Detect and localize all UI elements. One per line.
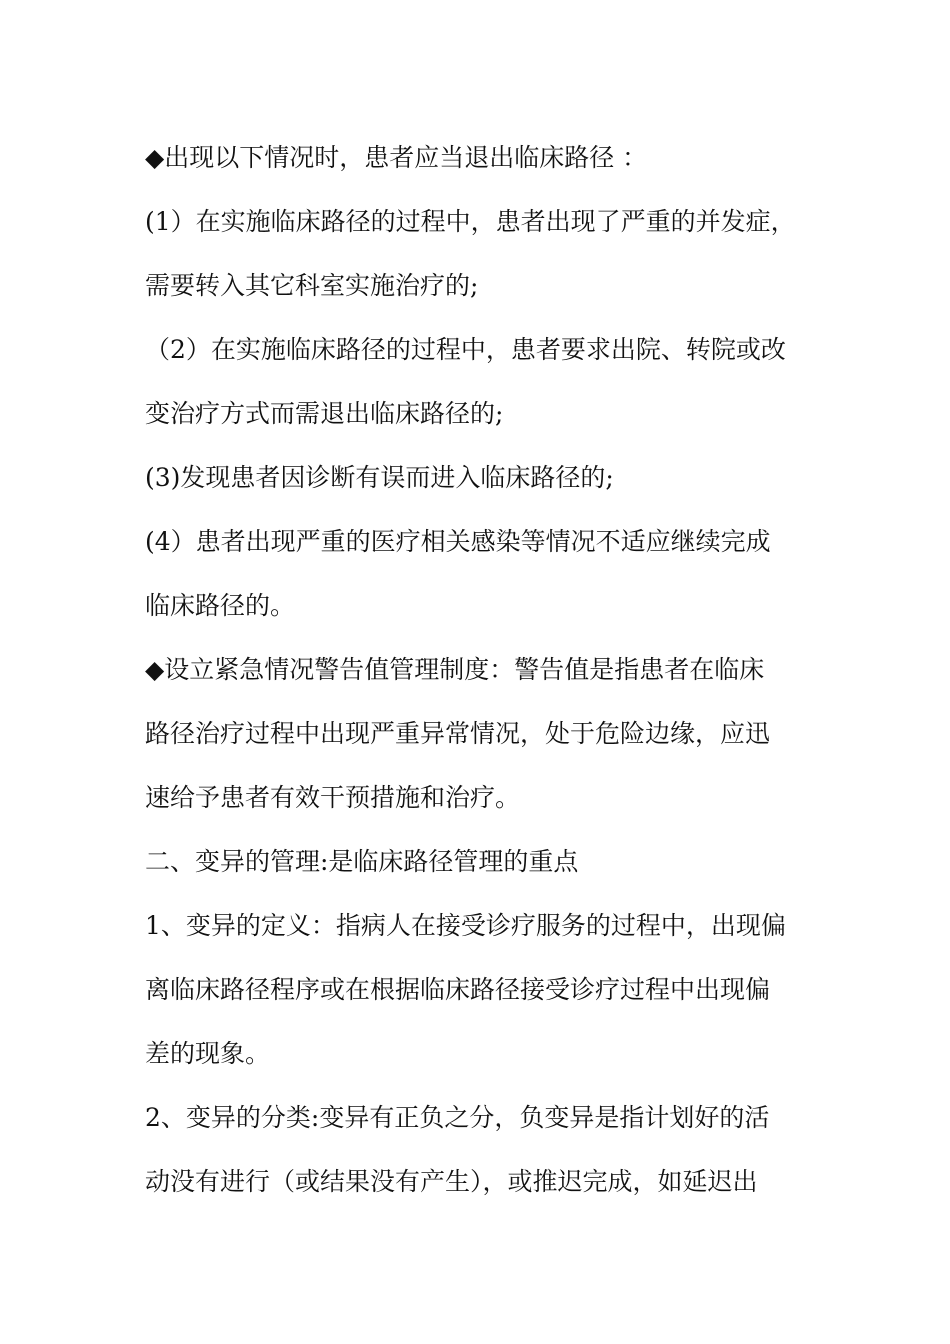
paragraph-exit-condition-1 (145, 190, 835, 318)
paragraph-warning-value-system (145, 638, 835, 830)
paragraph-exit-condition-4 (145, 510, 835, 638)
text-line: 离临床路径程序或在根据临床路径接受诊疗过程中出现偏 (145, 975, 771, 1004)
paragraph-exit-condition-2 (145, 318, 835, 446)
paragraph-variation-classification (145, 1086, 835, 1214)
section-heading-variation-management (145, 830, 835, 894)
text-line: 动没有进行（或结果没有产生），或推迟完成，如延迟出 (145, 1167, 758, 1196)
text-line: 路径治疗过程中出现严重异常情况，处于危险边缘，应迅 (145, 719, 771, 748)
text-line: 变治疗方式而需退出临床路径的; (145, 399, 504, 428)
text-line: ◆出现以下情况时，患者应当退出临床路径 ： (145, 143, 648, 172)
paragraph-exit-condition-3 (145, 446, 835, 510)
document-body (145, 126, 835, 1214)
paragraph-variation-definition (145, 894, 835, 1086)
text-line: 差的现象。 (145, 1039, 271, 1068)
text-line: 需要转入其它科室实施治疗的; (145, 271, 479, 300)
text-line: (1）在实施临床路径的过程中，患者出现了严重的并发症， (145, 207, 796, 236)
text-line: 速给予患者有效干预措施和治疗。 (145, 783, 521, 812)
text-line: 1、变异的定义：指病人在接受诊疗服务的过程中，出现偏 (145, 911, 786, 940)
text-line: （2）在实施临床路径的过程中，患者要求出院、转院或改 (145, 335, 786, 364)
text-line: 临床路径的。 (145, 591, 296, 620)
paragraph-exit-conditions-heading (145, 126, 835, 190)
text-line: (4）患者出现严重的医疗相关感染等情况不适应继续完成 (145, 527, 771, 556)
text-line: 2、变异的分类:变异有正负之分，负变异是指计划好的活 (145, 1103, 770, 1132)
text-line: 二、变异的管理:是临床路径管理的重点 (145, 847, 579, 876)
text-line: ◆设立紧急情况警告值管理制度：警告值是指患者在临床 (145, 655, 765, 684)
text-line: (3)发现患者因诊断有误而进入临床路径的; (145, 463, 614, 492)
